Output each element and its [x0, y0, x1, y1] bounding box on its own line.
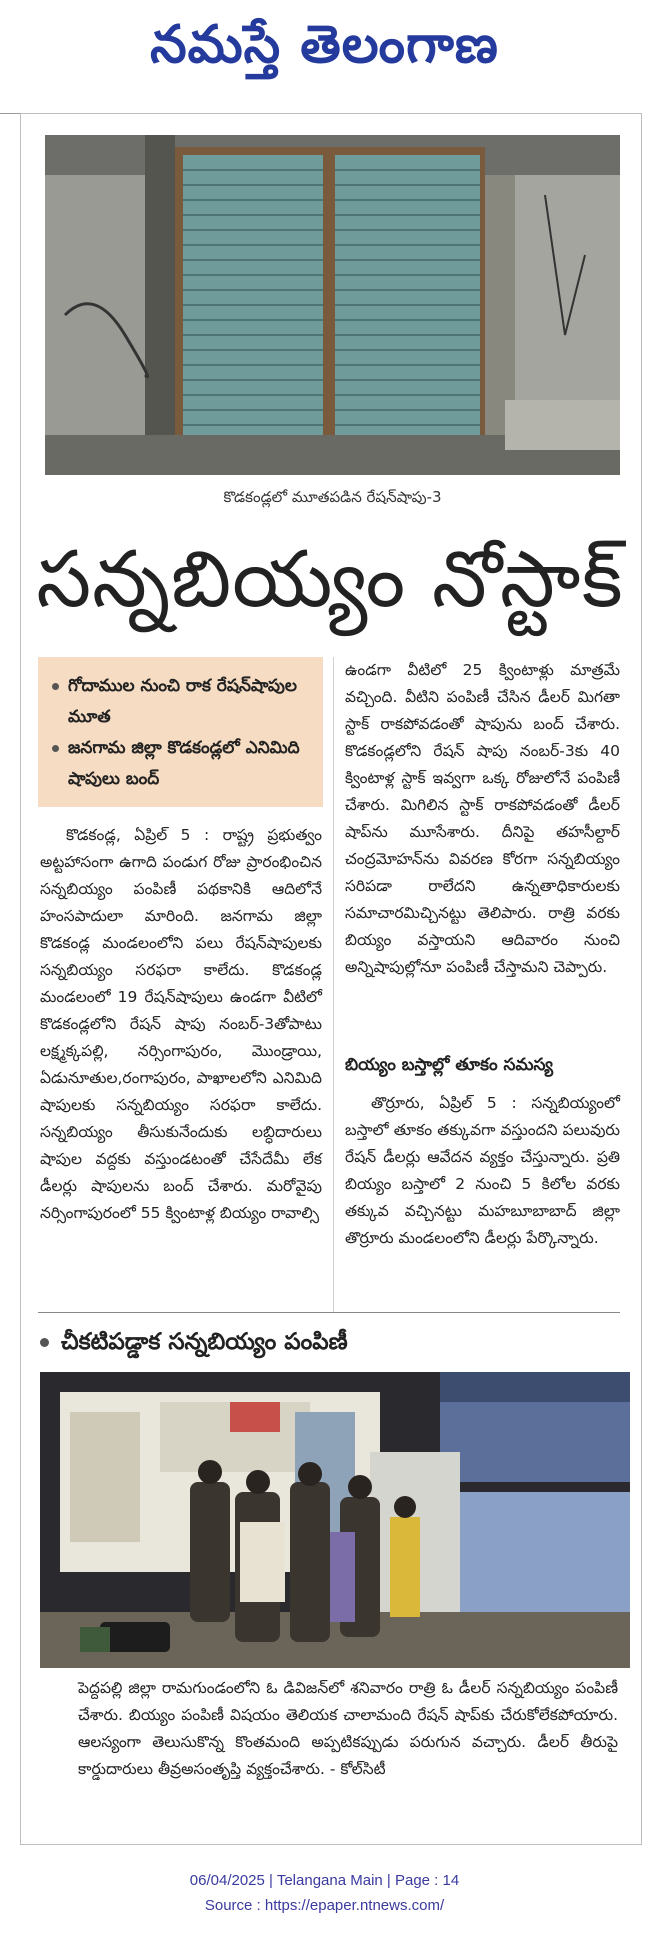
sub-story-column: [345, 1090, 620, 1252]
article-right-paragraph: ఉండగా వీటిలో 25 క్వింటాళ్లు మాత్రమే వచ్చింది. వీటిని పంపిణీ చేసిన డీలర్ మిగతా స్టాక్ రాకపోవడంతో షాపును బంద్ చేశారు. కొడకండ్లలోని రేషన్ షాపు నంబర్-3కు 40 క్వింటాళ్ల స్టాక్ ఇవ్వగా ఒక్క రోజులోనే పంపిణీ చేశారు. మిగిలిన స్టాక్ రాకపోవడంతో డీలర్ షాప్‌ను మూసేశారు. దీనిపై తహసీల్దార్ చంద్రమోహన్‌ను వివరణ కోరగా సన్నబియ్యం సరిపడా రాలేదని ఉన్నతాధికారులకు సమాచారమిచ్చినట్టు తెలిపారు. రాత్రి వరకు బియ్యం వస్తాయని ఆదివారం నుంచి అన్నిషాపుల్లోనూ పంపిణీ చేస్తామని చెప్పారు.: [345, 661, 620, 976]
sub-story-heading: బియ్యం బస్తాల్లో తూకం సమస్య: [345, 1055, 553, 1075]
top-photo-caption: కొడకండ్లలో మూతపడిన రేషన్‌షాపు-3: [223, 488, 442, 506]
article-left-paragraph: కొడకండ్ల, ఏప్రిల్ 5 : రాష్ట్ర ప్రభుత్వం అట్టహాసంగా ఉగాది పండుగ రోజు ప్రారంభించిన సన్నబియ్యం పంపిణీ పథకానికి ఆదిలోనే హంసపాదులా మారింది. జనగామ జిల్లా కొడకండ్ల మండలంలోని పలు రేషన్‌షాపులకు సన్నబియ్యం సరఫరా కాలేదు. కొడకండ్ల మండలంలో 19 రేషన్‌షాపులు ఉండగా వీటిలో కొడకండ్లలోని రేషన్ షాపు నంబర్-3తోపాటు లక్ష్మక్కపల్లి, నర్సింగాపురం, మొండ్రాయి, ఏడునూతుల,రంగాపురం, పాఖాలలోని ఎనిమిది షాపులకు సన్నబియ్యం సరఫరా కాలేదు. సన్నబియ్యం తీసుకునేందుకు లబ్ధిదారులు షాపుల వద్దకు వస్తుండటంతో చేసేదేమీ లేక డీలర్లు షాపులను బంద్ చేశారు. మరోవైపు నర్సింగాపురంలో 55 క్వింటాళ్ల బియ్యం రావాల్సి: [40, 826, 322, 1222]
masthead-title: నమస్తే తెలంగాణ: [150, 14, 499, 75]
second-story-heading: [40, 1322, 620, 1362]
sub-story-paragraph: తొర్రూరు, ఏప్రిల్ 5 : సన్నబియ్యంలో బస్తాలో తూకం తక్కువగా వస్తుందని పలువురు రేషన్ డీలర్లు ఆవేదన వ్యక్తం చేస్తున్నారు. ప్రతి బియ్యం బస్తాలో 2 నుంచి 5 కిలోల వరకు తక్కువ వచ్చినట్టు మహబూబాబాద్ జిల్లా తొర్రూరు మండలంలోని డీలర్లు పేర్కొన్నారు.: [345, 1094, 620, 1247]
closed-ration-shop-photo: [45, 135, 620, 475]
bullet-icon: [40, 1338, 49, 1347]
masthead: [0, 0, 649, 95]
article-left-column: [40, 822, 322, 1227]
column-divider: [333, 657, 334, 1312]
headline: సన్నబియ్యం నోస్టాక్: [36, 535, 624, 625]
second-photo-caption: పెద్దపల్లి జిల్లా రామగుండంలోని ఓ డివిజన్‌లో శనివారం రాత్రి ఓ డీలర్ సన్నబియ్యం పంపిణీ చేశారు. బియ్యం పంపిణీ విషయం తెలియక చాలామంది రేషన్ షాప్‌కు చేరుకోలేకపోయారు. ఆలస్యంగా తెలుసుకొన్న కొంతమంది అప్పటికప్పుడు పరుగున వచ్చారు. డీలర్ తీరుపై కార్డుదారులు తీవ్రఅసంతృప్తి వ్యక్తంచేశారు. - కోల్‌సిటీ: [78, 1679, 618, 1778]
margin-tick: [0, 113, 20, 114]
source-line: Source : https://epaper.ntnews.com/: [204, 1897, 445, 1914]
night-ration-distribution-photo: [40, 1372, 630, 1668]
second-story-title: చీకటిపడ్డాక సన్నబియ్యం పంపిణీ: [61, 1329, 348, 1355]
highlight-item: జనగామ జిల్లా కొడకండ్లలో ఎనిమిది షాపులు బంద్: [52, 733, 323, 795]
highlight-item: గోదాముల నుంచి రాక రేషన్‌షాపుల మూత: [52, 671, 323, 733]
highlights-box: [38, 657, 323, 807]
article-right-column: [345, 657, 620, 981]
edition-line: 06/04/2025 | Telangana Main | Page : 14: [189, 1872, 460, 1889]
section-divider: [38, 1312, 620, 1313]
